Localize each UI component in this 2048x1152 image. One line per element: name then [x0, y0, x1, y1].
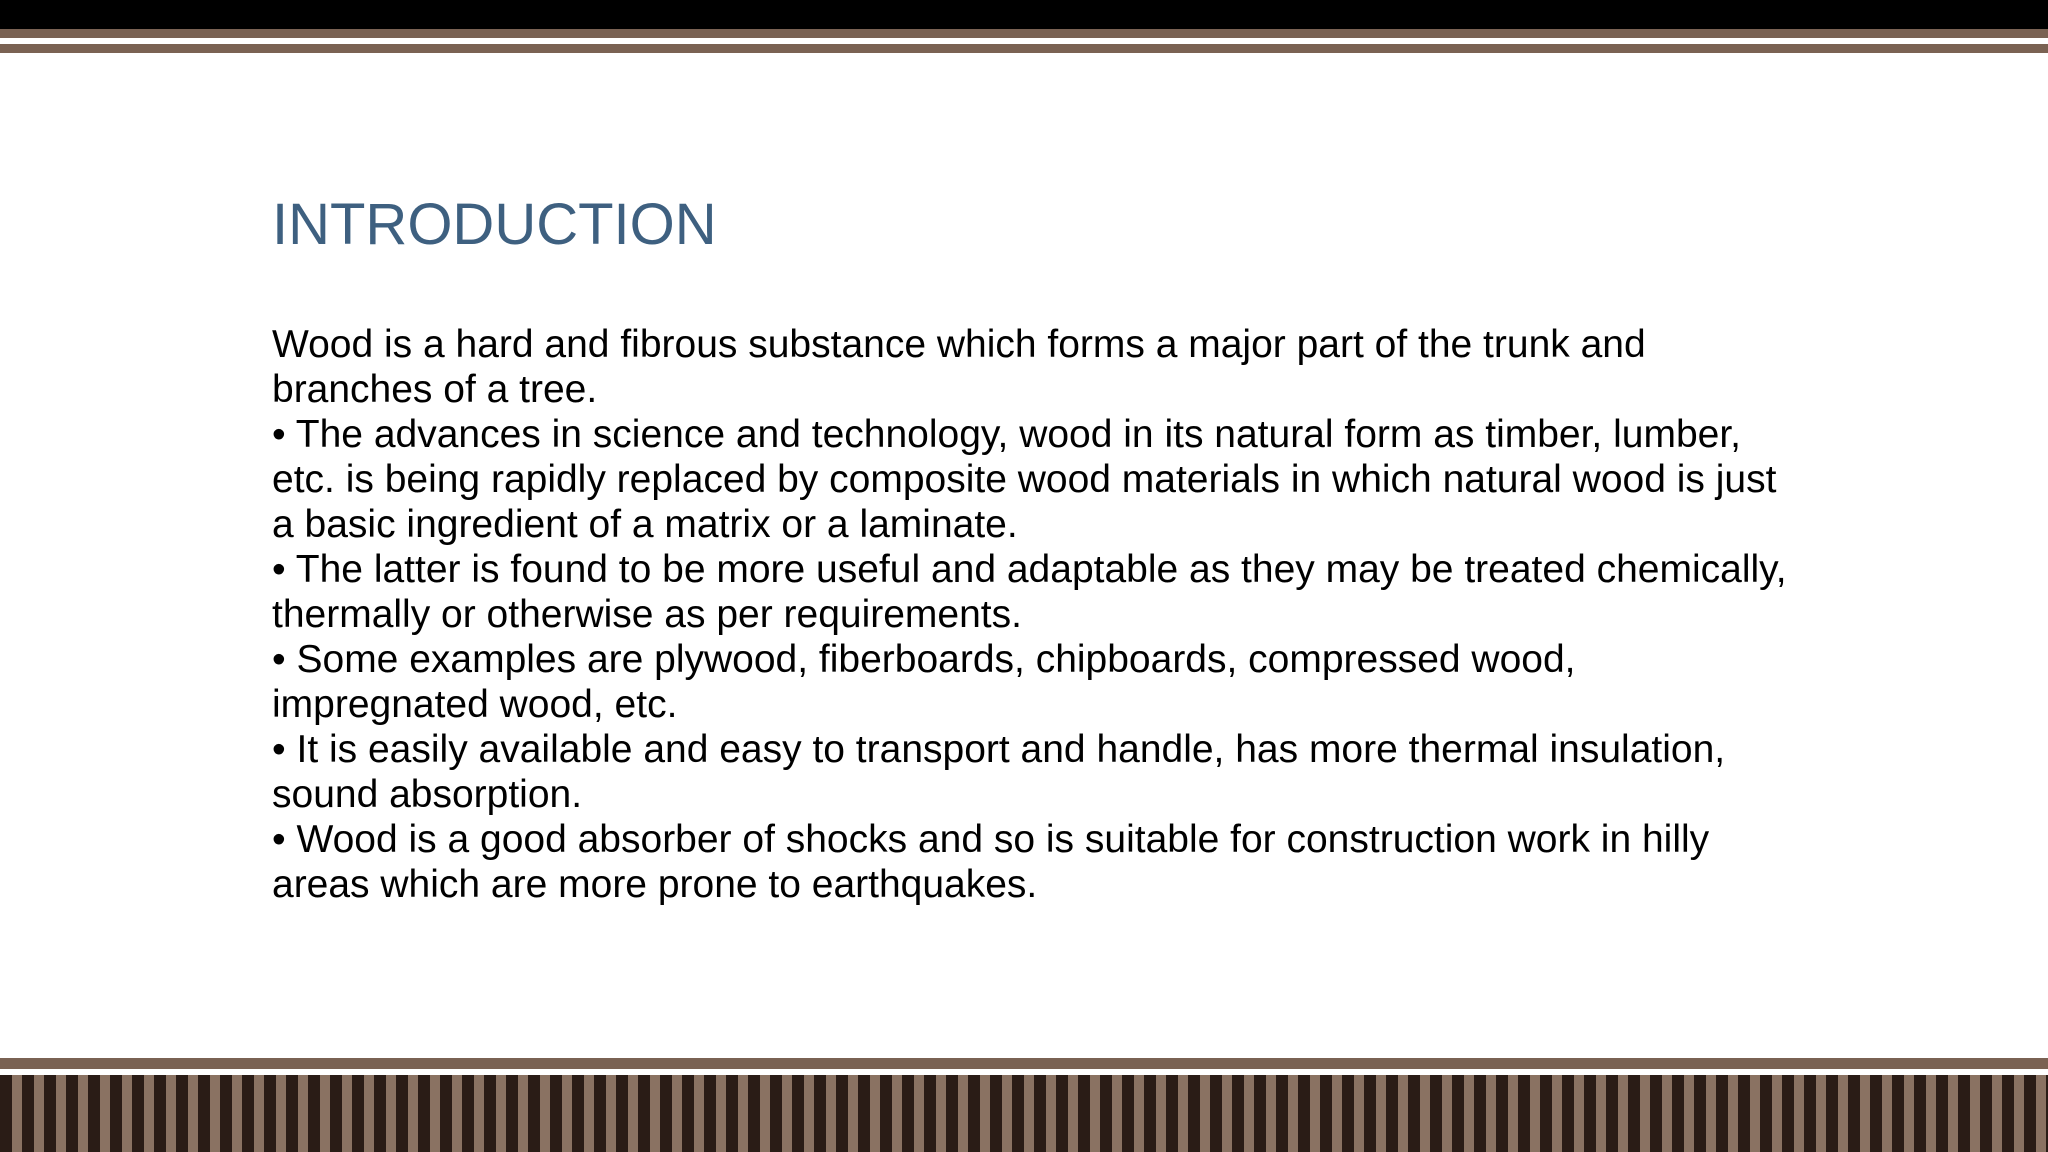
body-bullet: • Wood is a good absorber of shocks and so is suitable for construction work in hilly areas which are more prone to earthquakes.	[272, 818, 1710, 906]
body-bullet: • Some examples are plywood, fiberboards, chipboards, compressed wood, impregnated wood, etc.	[272, 638, 1576, 726]
body-bullet: • The latter is found to be more useful and adaptable as they may be treated chemically, thermally or otherwise as per requirements.	[272, 548, 1787, 636]
bottom-border-stripe	[0, 1058, 2048, 1069]
body-paragraph: Wood is a hard and fibrous substance which forms a major part of the trunk and branches of a tree.	[272, 323, 1646, 411]
slide-body	[272, 322, 1792, 907]
top-black-bar	[0, 0, 2048, 29]
top-border-stripe-lower	[0, 44, 2048, 53]
slide-title: INTRODUCTION	[272, 192, 717, 257]
top-border-stripe	[0, 29, 2048, 38]
body-bullet: • The advances in science and technology, wood in its natural form as timber, lumber, etc. is being rapidly replaced by composite wood materials in which natural wood is just a basic ingredient of a matrix or a laminate.	[272, 413, 1777, 546]
bottom-striped-pattern	[0, 1075, 2048, 1152]
bottom-decorative-band	[0, 1058, 2048, 1152]
body-bullet: • It is easily available and easy to transport and handle, has more thermal insulation, sound absorption.	[272, 728, 1726, 816]
